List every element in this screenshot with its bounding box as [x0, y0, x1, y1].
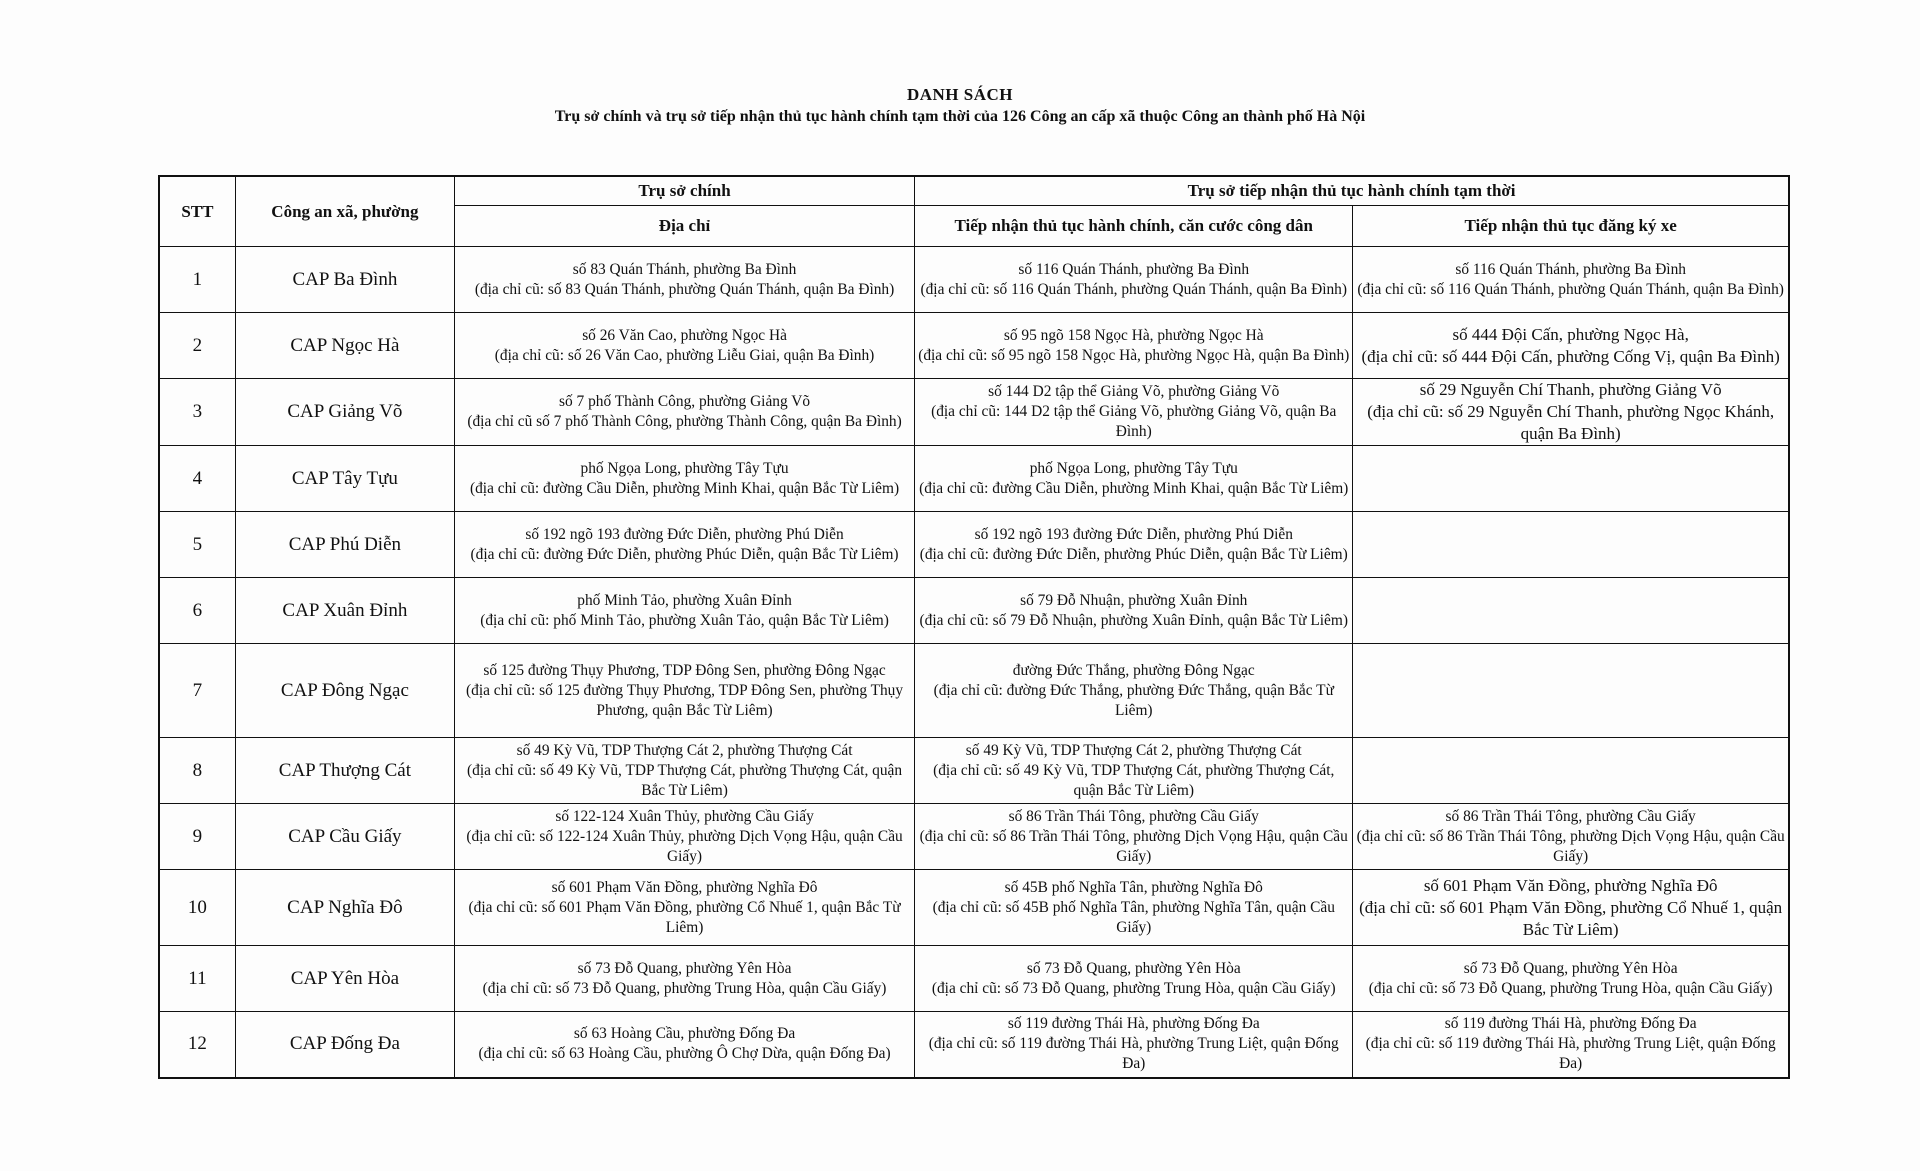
row-tthc-address-line1: số 95 ngõ 158 Ngọc Hà, phường Ngọc Hà — [1003, 326, 1264, 344]
row-tthc-address-line2: (địa chỉ cũ: đường Đức Thắng, phường Đức Thắng, quận Bắc Từ Liêm) — [933, 681, 1334, 719]
row-station-name: CAP Ba Đình — [235, 247, 454, 313]
row-tthc-address-line2: (địa chỉ cũ: đường Cầu Diễn, phường Minh Khai, quận Bắc Từ Liêm) — [919, 479, 1349, 497]
row-tthc-address-line1: đường Đức Thắng, phường Đông Ngạc — [1012, 661, 1255, 679]
row-vehicle-address-line2: (địa chỉ cũ: số 86 Trần Thái Tông, phường Dịch Vọng Hậu, quận Cầu Giấy) — [1356, 827, 1785, 865]
row-stt: 11 — [159, 946, 235, 1012]
row-vehicle-address — [1353, 1012, 1789, 1078]
row-main-address-line1: số 125 đường Thụy Phương, TDP Đông Sen, phường Đông Ngạc — [483, 661, 886, 679]
row-tthc-address-line1: số 49 Kỳ Vũ, TDP Thượng Cát 2, phường Thượng Cát — [965, 741, 1302, 759]
row-stt: 4 — [159, 446, 235, 512]
row-main-address-line1: phố Ngọa Long, phường Tây Tựu — [580, 459, 789, 477]
row-vehicle-address-line2: (địa chỉ cũ: số 29 Nguyễn Chí Thanh, phường Ngọc Khánh, quận Ba Đình) — [1367, 402, 1775, 443]
row-vehicle-address-line2: (địa chỉ cũ: số 444 Đội Cấn, phường Cống Vị, quận Ba Đình) — [1361, 346, 1780, 366]
row-station-name: CAP Phú Diễn — [235, 512, 454, 578]
row-vehicle-address-line1: số 601 Phạm Văn Đồng, phường Nghĩa Đô — [1423, 875, 1718, 895]
row-tthc-address — [915, 870, 1353, 946]
row-stt: 10 — [159, 870, 235, 946]
table-row — [159, 1012, 1789, 1078]
row-stt: 9 — [159, 804, 235, 870]
row-main-address-line1: phố Minh Tảo, phường Xuân Đỉnh — [577, 591, 792, 609]
row-station-name: CAP Giảng Võ — [235, 379, 454, 446]
table-body — [159, 247, 1789, 1078]
row-stt: 1 — [159, 247, 235, 313]
row-tthc-address — [915, 738, 1353, 804]
row-vehicle-address — [1353, 247, 1789, 313]
row-main-address — [454, 1012, 914, 1078]
row-station-name: CAP Đông Ngạc — [235, 644, 454, 738]
row-stt: 5 — [159, 512, 235, 578]
row-stt: 8 — [159, 738, 235, 804]
header-row-1 — [159, 176, 1789, 206]
row-tthc-address-line2: (địa chỉ cũ: số 73 Đỗ Quang, phường Trung Hòa, quận Cầu Giấy) — [931, 979, 1336, 997]
table-row — [159, 578, 1789, 644]
row-tthc-address — [915, 644, 1353, 738]
row-tthc-address-line1: số 79 Đỗ Nhuận, phường Xuân Đỉnh — [1020, 591, 1248, 609]
row-tthc-address-line2: (địa chỉ cũ: 144 D2 tập thể Giảng Võ, phường Giảng Võ, quận Ba Đình) — [931, 403, 1337, 440]
header-stt: STT — [159, 176, 235, 247]
row-main-address — [454, 870, 914, 946]
row-vehicle-address-line1: số 29 Nguyễn Chí Thanh, phường Giảng Võ — [1419, 380, 1722, 399]
row-station-name: CAP Cầu Giấy — [235, 804, 454, 870]
row-station-name: CAP Nghĩa Đô — [235, 870, 454, 946]
row-main-address-line2: (địa chỉ cũ: số 83 Quán Thánh, phường Quán Thánh, quận Ba Đình) — [474, 280, 895, 298]
row-main-address — [454, 446, 914, 512]
row-vehicle-address — [1353, 870, 1789, 946]
table-row — [159, 313, 1789, 379]
title-block — [0, 84, 1920, 128]
row-main-address-line1: số 601 Phạm Văn Đồng, phường Nghĩa Đô — [551, 878, 818, 896]
table-row — [159, 946, 1789, 1012]
row-tthc-address-line2: (địa chỉ cũ: số 45B phố Nghĩa Tân, phường Nghĩa Tân, quận Cầu Giấy) — [932, 898, 1335, 936]
row-vehicle-address — [1353, 578, 1789, 644]
row-main-address-line2: (địa chỉ cũ số 7 phố Thành Công, phường Thành Công, quận Ba Đình) — [467, 413, 902, 430]
row-main-address-line1: số 63 Hoàng Cầu, phường Đống Đa — [573, 1025, 796, 1043]
document-title: DANH SÁCH — [906, 85, 1014, 104]
row-tthc-address — [915, 512, 1353, 578]
row-tthc-address-line2: (địa chỉ cũ: số 49 Kỳ Vũ, TDP Thượng Cát, phường Thượng Cát, quận Bắc Từ Liêm) — [933, 761, 1335, 799]
row-main-address — [454, 247, 914, 313]
table-row — [159, 512, 1789, 578]
header-tru-so-tam-thoi: Trụ sở tiếp nhận thủ tục hành chính tạm thời — [915, 176, 1789, 206]
row-vehicle-address — [1353, 379, 1789, 446]
row-main-address-line2: (địa chỉ cũ: số 73 Đỗ Quang, phường Trung Hòa, quận Cầu Giấy) — [482, 979, 887, 997]
row-vehicle-address-line2: (địa chỉ cũ: số 119 đường Thái Hà, phường Trung Liệt, quận Đống Đa) — [1365, 1035, 1776, 1073]
row-main-address — [454, 379, 914, 446]
row-tthc-address-line2: (địa chỉ cũ: đường Đức Diễn, phường Phúc Diễn, quận Bắc Từ Liêm) — [919, 545, 1348, 563]
row-tthc-address-line1: số 144 D2 tập thể Giảng Võ, phường Giảng Võ — [988, 383, 1280, 400]
row-main-address-line2: (địa chỉ cũ: đường Cầu Diễn, phường Minh Khai, quận Bắc Từ Liêm) — [469, 479, 900, 497]
row-vehicle-address-line1: số 73 Đỗ Quang, phường Yên Hòa — [1463, 959, 1678, 977]
row-main-address — [454, 578, 914, 644]
row-tthc-address — [915, 578, 1353, 644]
row-vehicle-address-line1: số 86 Trần Thái Tông, phường Cầu Giấy — [1445, 807, 1696, 825]
row-vehicle-address-line2: (địa chỉ cũ: số 73 Đỗ Quang, phường Trung Hòa, quận Cầu Giấy) — [1368, 979, 1773, 997]
row-main-address-line2: (địa chỉ cũ: số 122-124 Xuân Thủy, phường Dịch Vọng Hậu, quận Cầu Giấy) — [466, 827, 903, 865]
row-tthc-address-line1: số 73 Đỗ Quang, phường Yên Hòa — [1026, 959, 1241, 977]
row-vehicle-address — [1353, 804, 1789, 870]
row-vehicle-address — [1353, 512, 1789, 578]
row-station-name: CAP Đống Đa — [235, 1012, 454, 1078]
header-tiep-nhan-xe: Tiếp nhận thủ tục đăng ký xe — [1353, 206, 1789, 247]
row-tthc-address-line1: số 116 Quán Thánh, phường Ba Đình — [1018, 260, 1250, 278]
row-vehicle-address-line2: (địa chỉ cũ: số 601 Phạm Văn Đồng, phường Cổ Nhuế 1, quận Bắc Từ Liêm) — [1359, 897, 1783, 939]
row-main-address-line1: số 7 phố Thành Công, phường Giảng Võ — [559, 393, 811, 410]
table-row — [159, 247, 1789, 313]
row-stt: 7 — [159, 644, 235, 738]
row-main-address-line1: số 73 Đỗ Quang, phường Yên Hòa — [577, 959, 792, 977]
row-main-address-line2: (địa chỉ cũ: phố Minh Tảo, phường Xuân Tảo, quận Bắc Từ Liêm) — [480, 611, 889, 629]
header-name: Công an xã, phường — [235, 176, 454, 247]
row-main-address — [454, 512, 914, 578]
row-tthc-address — [915, 379, 1353, 446]
row-main-address-line2: (địa chỉ cũ: số 63 Hoàng Cầu, phường Ô Chợ Dừa, quận Đống Đa) — [478, 1045, 891, 1063]
row-vehicle-address — [1353, 644, 1789, 738]
table-row — [159, 379, 1789, 446]
row-main-address — [454, 946, 914, 1012]
row-vehicle-address-line1: số 119 đường Thái Hà, phường Đống Đa — [1444, 1015, 1697, 1033]
row-tthc-address — [915, 313, 1353, 379]
row-main-address-line2: (địa chỉ cũ: số 26 Văn Cao, phường Liễu Giai, quận Ba Đình) — [494, 346, 875, 364]
row-main-address-line2: (địa chỉ cũ: số 125 đường Thụy Phương, TDP Đông Sen, phường Thụy Phương, quận Bắc Từ Liêm) — [466, 681, 904, 719]
row-tthc-address-line2: (địa chỉ cũ: số 86 Trần Thái Tông, phường Dịch Vọng Hậu, quận Cầu Giấy) — [919, 827, 1348, 865]
header-tiep-nhan-tthc: Tiếp nhận thủ tục hành chính, căn cước công dân — [915, 206, 1353, 247]
row-main-address-line1: số 26 Văn Cao, phường Ngọc Hà — [582, 326, 787, 344]
table-row — [159, 804, 1789, 870]
row-vehicle-address-line1: số 444 Đội Cấn, phường Ngọc Hà, — [1452, 324, 1689, 344]
row-station-name: CAP Thượng Cát — [235, 738, 454, 804]
row-stt: 12 — [159, 1012, 235, 1078]
row-main-address-line1: số 83 Quán Thánh, phường Ba Đình — [572, 260, 797, 278]
table-row — [159, 446, 1789, 512]
row-stt: 2 — [159, 313, 235, 379]
row-tthc-address-line2: (địa chỉ cũ: số 79 Đỗ Nhuận, phường Xuân Đỉnh, quận Bắc Từ Liêm) — [919, 611, 1348, 629]
row-station-name: CAP Xuân Đỉnh — [235, 578, 454, 644]
header-tru-so-chinh: Trụ sở chính — [454, 176, 914, 206]
row-tthc-address-line1: phố Ngọa Long, phường Tây Tựu — [1029, 459, 1238, 477]
row-stt: 6 — [159, 578, 235, 644]
row-vehicle-address-line2: (địa chỉ cũ: số 116 Quán Thánh, phường Quán Thánh, quận Ba Đình) — [1357, 280, 1784, 298]
row-tthc-address — [915, 804, 1353, 870]
header-dia-chi: Địa chỉ — [454, 206, 914, 247]
row-station-name: CAP Yên Hòa — [235, 946, 454, 1012]
row-stt: 3 — [159, 379, 235, 446]
table-row — [159, 644, 1789, 738]
row-vehicle-address — [1353, 738, 1789, 804]
row-vehicle-address-line1: số 116 Quán Thánh, phường Ba Đình — [1455, 260, 1686, 278]
row-vehicle-address — [1353, 946, 1789, 1012]
row-tthc-address — [915, 946, 1353, 1012]
row-tthc-address — [915, 247, 1353, 313]
row-vehicle-address — [1353, 446, 1789, 512]
row-tthc-address — [915, 1012, 1353, 1078]
row-main-address — [454, 804, 914, 870]
row-main-address-line1: số 49 Kỳ Vũ, TDP Thượng Cát 2, phường Thượng Cát — [516, 741, 853, 759]
row-tthc-address-line2: (địa chỉ cũ: số 116 Quán Thánh, phường Quán Thánh, quận Ba Đình) — [920, 280, 1348, 298]
row-main-address-line2: (địa chỉ cũ: số 601 Phạm Văn Đồng, phường Cổ Nhuế 1, quận Bắc Từ Liêm) — [468, 898, 901, 936]
row-main-address-line1: số 192 ngõ 193 đường Đức Diễn, phường Phú Diễn — [525, 525, 844, 543]
table-row — [159, 870, 1789, 946]
row-main-address — [454, 738, 914, 804]
row-tthc-address-line2: (địa chỉ cũ: số 119 đường Thái Hà, phường Trung Liệt, quận Đống Đa) — [928, 1035, 1339, 1073]
row-tthc-address-line1: số 45B phố Nghĩa Tân, phường Nghĩa Đô — [1004, 878, 1263, 896]
row-main-address-line2: (địa chỉ cũ: số 49 Kỳ Vũ, TDP Thượng Cát, phường Thượng Cát, quận Bắc Từ Liêm) — [467, 761, 903, 799]
row-vehicle-address — [1353, 313, 1789, 379]
row-tthc-address-line1: số 192 ngõ 193 đường Đức Diễn, phường Phú Diễn — [974, 525, 1293, 543]
row-station-name: CAP Ngọc Hà — [235, 313, 454, 379]
row-tthc-address — [915, 446, 1353, 512]
row-main-address — [454, 644, 914, 738]
row-tthc-address-line2: (địa chỉ cũ: số 95 ngõ 158 Ngọc Hà, phường Ngọc Hà, quận Ba Đình) — [918, 346, 1350, 364]
row-main-address-line2: (địa chỉ cũ: đường Đức Diễn, phường Phúc Diễn, quận Bắc Từ Liêm) — [470, 545, 899, 563]
row-tthc-address-line1: số 86 Trần Thái Tông, phường Cầu Giấy — [1008, 807, 1259, 825]
row-station-name: CAP Tây Tựu — [235, 446, 454, 512]
row-tthc-address-line1: số 119 đường Thái Hà, phường Đống Đa — [1007, 1015, 1260, 1033]
document-subtitle: Trụ sở chính và trụ sở tiếp nhận thủ tục hành chính tạm thời của 126 Công an cấp xã thuộc Công an thành phố Hà Nội — [554, 108, 1366, 125]
row-main-address-line1: số 122-124 Xuân Thủy, phường Cầu Giấy — [555, 807, 814, 825]
row-main-address — [454, 313, 914, 379]
police-station-table — [158, 175, 1790, 1079]
table-row — [159, 738, 1789, 804]
